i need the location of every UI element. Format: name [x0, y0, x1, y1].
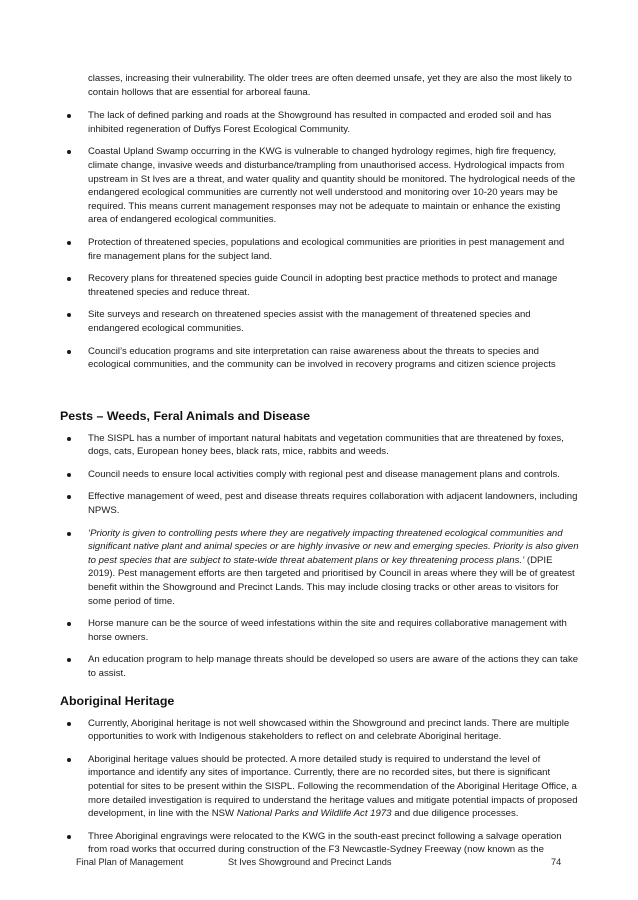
bullet-protection-priorities: Protection of threatened species, populations and ecological communities are priorities in pest management and fire management plans for the subject land.	[60, 236, 580, 263]
paragraph-continuation: classes, increasing their vulnerability. The older trees are often deemed unsafe, yet they are also the most likely to contain hollows that are essential for arboreal fauna.	[88, 73, 572, 98]
heritage-act-title: National Parks and Wildlife Act 1973	[236, 808, 392, 820]
bullet-heritage-showcase: Currently, Aboriginal heritage is not well showcased within the Showground and precinct lands. There are multiple opportunities to work with Indigenous stakeholders to reflect on and celebrate Aboriginal heritage.	[60, 717, 580, 744]
heritage-text-before: Aboriginal heritage values should be protected. A more detailed study is required to understand the level of importance and identify any sites of importance. Currently, there are no recorded sites, but there is significant potential for sites to be present within the SISPL. Following the recommendation of the Aboriginal Heritage Office, a more detailed investigation is required to understand the heritage values and mitigate potential impacts of proposed development, in line with the NSW	[88, 753, 578, 820]
footer-document-title: Final Plan of Management	[76, 857, 184, 867]
bullet-coastal-upland-swamp: Coastal Upland Swamp occurring in the KWG is vulnerable to changed hydrology regimes, high fire frequency, climate change, invasive weeds and disturbance/trampling from unauthorised access. Hydrological impacts from upstream in St Ives are a threat, and water quality and quantity should be monitored. The hydrological needs of the endangered ecological communities are currently not well understood and monitoring over 10-20 years may be required. This means current management responses may not be adequate to maintain or enhance the existing area of endangered ecological communities.	[60, 145, 580, 227]
bullet-local-compliance: Council needs to ensure local activities comply with regional pest and disease management plans and controls.	[60, 468, 580, 482]
bullet-horse-manure: Horse manure can be the source of weed infestations within the site and requires collaborative management with horse owners.	[60, 617, 580, 644]
priority-after: (DPIE 2019). Pest management efforts are then targeted and prioritised by Council in areas where they will be of greatest benefit within the Showground and Precinct Lands. This may include closing tracks or other areas to visitors for some period of time.	[88, 554, 575, 607]
heading-aboriginal-heritage: Aboriginal Heritage	[60, 693, 175, 708]
bullet-priority-pests	[60, 527, 580, 609]
pests-bullet-list	[60, 432, 580, 681]
heading-pests: Pests – Weeds, Feral Animals and Disease	[60, 408, 310, 423]
page-content	[60, 72, 580, 866]
threats-bullet-list	[60, 109, 580, 372]
bullet-site-surveys: Site surveys and research on threatened species assist with the management of threatened species and endangered ecological communities.	[60, 308, 580, 335]
footer-site-name: St Ives Showground and Precinct Lands	[228, 857, 392, 867]
bullet-education-programs: Council’s education programs and site interpretation can raise awareness about the threats to species and ecological communities, and the community can be involved in recovery programs and citizen science projects	[60, 345, 580, 372]
aboriginal-bullet-list	[60, 717, 580, 857]
priority-quote: ‘Priority is given to controlling pests where they are negatively impacting threatened ecological communities and significant native plant and animal species or are highly invasive or new and emerging species. Priority is also given to pest species that are subject to state-wide threat abatement plans or key threatening process plans.’	[88, 527, 579, 566]
footer-page-number: 74	[551, 857, 562, 867]
bullet-engravings: Three Aboriginal engravings were relocated to the KWG in the south-east precinct following a salvage operation from road works that occurred during construction of the F3 Newcastle-Sydney Freeway (now known as the	[60, 830, 580, 857]
bullet-collaboration-npws: Effective management of weed, pest and disease threats requires collaboration with adjacent landowners, including NPWS.	[60, 490, 580, 517]
bullet-heritage-protection	[60, 753, 580, 821]
heritage-text-after: and due diligence processes.	[391, 808, 519, 820]
bullet-education-threats: An education program to help manage threats should be developed so users are aware of the actions they can take to assist.	[60, 653, 580, 680]
bullet-habitats-threatened: The SISPL has a number of important natural habitats and vegetation communities that are threatened by foxes, dogs, cats, European honey bees, black rats, mice, rabbits and weeds.	[60, 432, 580, 459]
bullet-recovery-plans: Recovery plans for threatened species guide Council in adopting best practice methods to protect and manage threatened species and reduce threat.	[60, 272, 580, 299]
bullet-parking: The lack of defined parking and roads at the Showground has resulted in compacted and eroded soil and has inhibited regeneration of Duffys Forest Ecological Community.	[60, 109, 580, 136]
